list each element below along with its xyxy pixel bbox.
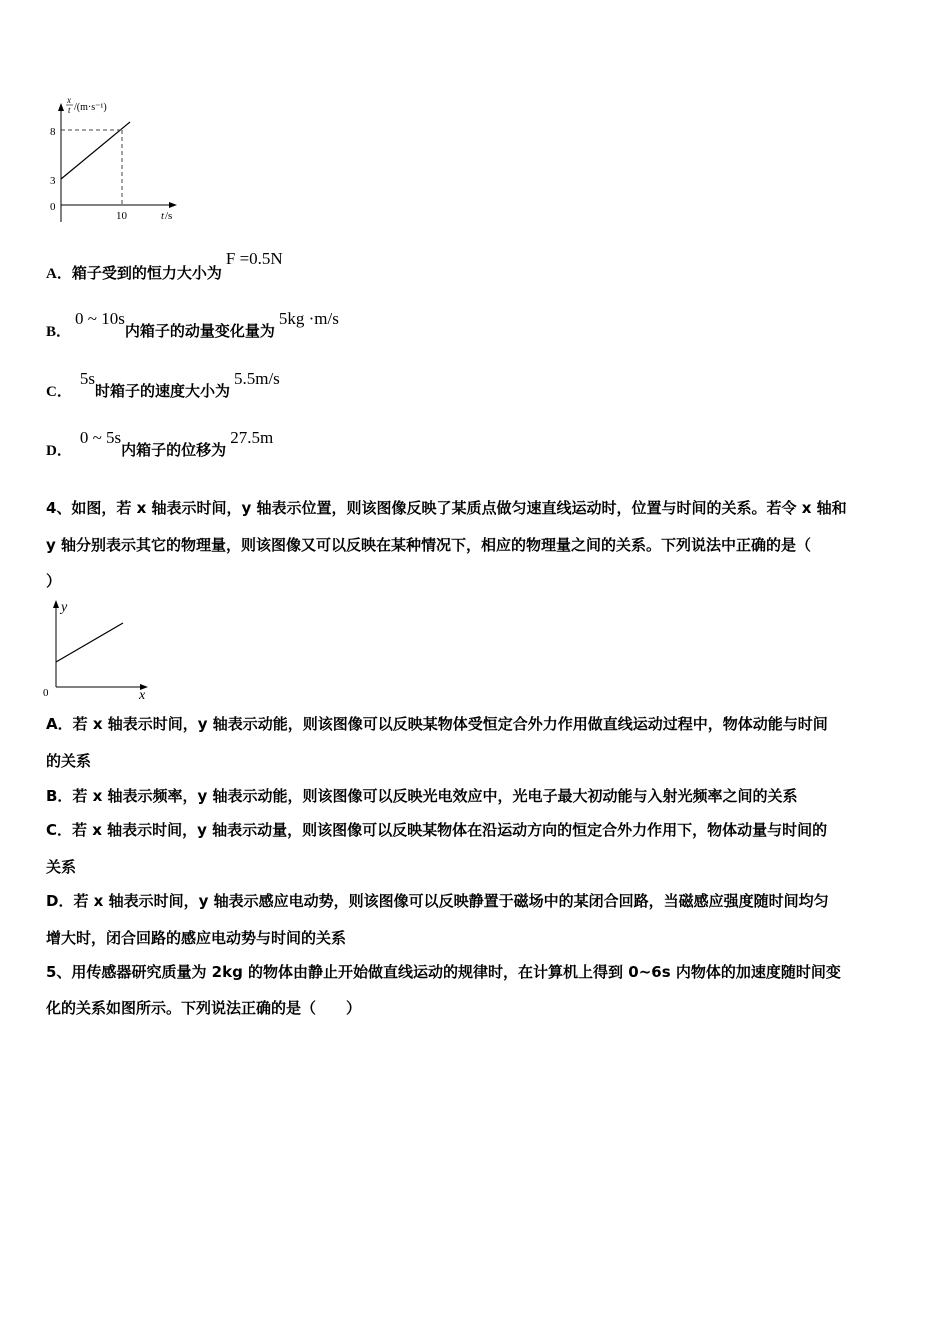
y-unit: /(m·s⁻¹) xyxy=(74,102,107,113)
q4-graph xyxy=(40,595,160,705)
q4-stem-line-3: ） xyxy=(46,572,62,590)
q5-stem-line-1: 5、用传感器研究质量为 2kg 的物体由静止开始做直线运动的规律时，在计算机上得到 0~6s 内物体的加速度随时间变 xyxy=(46,963,841,981)
x-label: t xyxy=(161,210,165,222)
q4-option-a-line-1: A．若 x 轴表示时间，y 轴表示动能，则该图像可以反映某物体受恒定合外力作用做直线运动过程中，物体动能与时间 xyxy=(46,715,828,733)
q3-option-a: A．箱子受到的恒力大小为F =0.5N xyxy=(46,249,283,282)
origin-label: 0 xyxy=(43,687,49,699)
q4-option-d-line-2: 增大时，闭合回路的感应电动势与时间的关系 xyxy=(46,929,347,947)
origin-label: 0 xyxy=(50,201,56,213)
y-tick-3: 3 xyxy=(50,175,56,187)
q4-option-c-line-2: 关系 xyxy=(46,858,77,876)
q4-option-c-line-1: C．若 x 轴表示时间，y 轴表示动量，则该图像可以反映某物体在沿运动方向的恒定合外力作用下，物体动量与时间的 xyxy=(46,821,828,839)
q5-stem-line-2: 化的关系如图所示。下列说法正确的是（ ） xyxy=(46,999,362,1017)
q4-option-b: B．若 x 轴表示频率，y 轴表示动能，则该图像可以反映光电效应中，光电子最大初动能与入射光频率之间的关系 xyxy=(46,787,798,805)
q3-option-c: C．5s时箱子的速度大小为5.5m/s xyxy=(46,369,280,400)
x-axis-arrow-icon xyxy=(169,202,177,208)
y-label: y xyxy=(61,600,68,615)
y-tick-8: 8 xyxy=(50,126,56,138)
q4-stem-line-2: y 轴分别表示其它的物理量，则该图像又可以反映在某种情况下，相应的物理量之间的关系。下列说法中正确的是（ xyxy=(46,536,812,554)
data-line xyxy=(56,623,123,662)
q4-option-a-line-2: 的关系 xyxy=(46,752,92,770)
q4-stem-line-1: 4、如图，若 x 轴表示时间，y 轴表示位置，则该图像反映了某质点做匀速直线运动时，位置与时间的关系。若令 x 轴和 xyxy=(46,499,847,517)
q3-option-d: D．0 ~ 5s内箱子的位移为27.5m xyxy=(46,428,274,459)
y-label-num: x xyxy=(67,95,71,105)
y-axis-arrow-icon xyxy=(53,600,59,608)
data-line xyxy=(61,122,130,179)
q4-option-d-line-1: D．若 x 轴表示时间，y 轴表示感应电动势，则该图像可以反映静置于磁场中的某闭合回路，当磁感应强度随时间均匀 xyxy=(46,892,829,910)
y-axis-arrow-icon xyxy=(58,103,64,111)
q3-graph xyxy=(40,95,190,230)
q3-option-b: B．0 ~ 10s内箱子的动量变化量为5kg ·m/s xyxy=(46,309,339,340)
x-tick-10: 10 xyxy=(116,210,127,222)
x-label: x xyxy=(139,688,146,703)
y-label-den: t xyxy=(68,105,71,115)
x-unit: /s xyxy=(165,210,173,222)
